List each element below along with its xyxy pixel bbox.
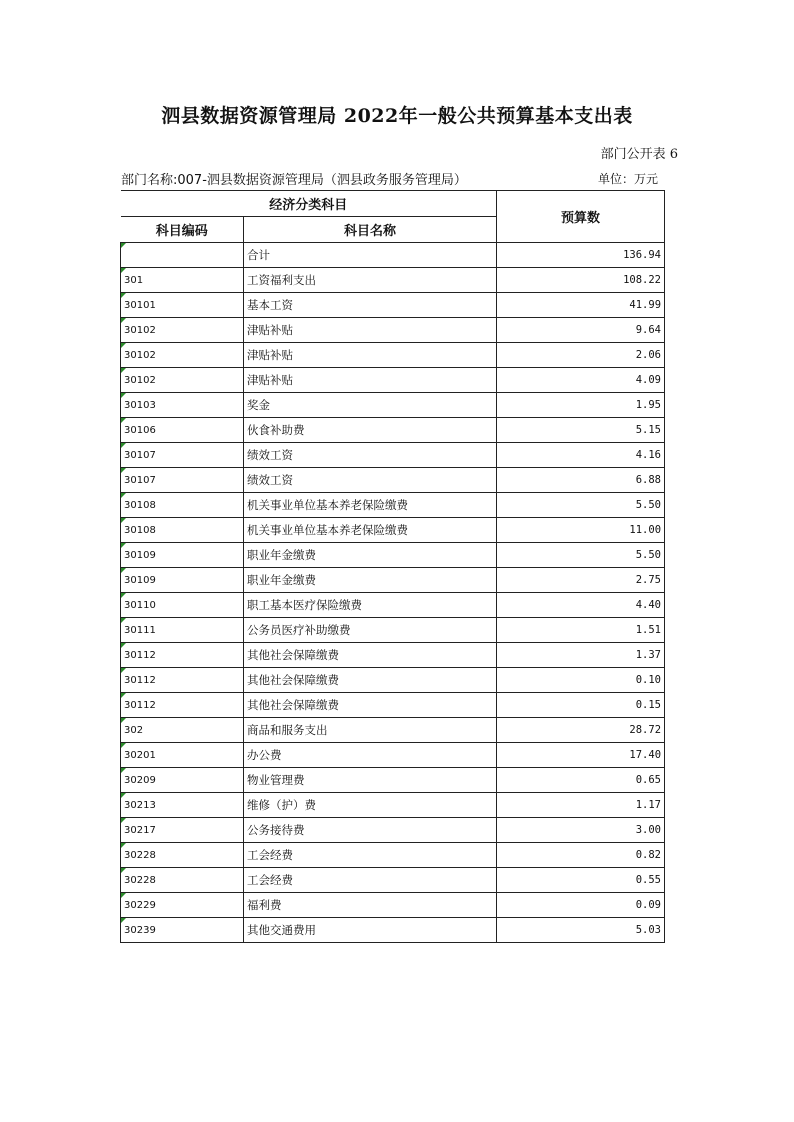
subject-code-cell: 30107 [121, 443, 244, 468]
subject-name-cell: 办公费 [244, 743, 497, 768]
subject-code-cell: 301 [121, 268, 244, 293]
budget-amount-cell: 0.09 [497, 893, 665, 918]
header-economic-category: 经济分类科目 [121, 191, 497, 217]
subject-name-cell: 津贴补贴 [244, 318, 497, 343]
subject-name-cell: 公务接待费 [244, 818, 497, 843]
subject-code-cell: 30112 [121, 643, 244, 668]
subject-code-cell: 30101 [121, 293, 244, 318]
subject-code-cell: 30109 [121, 568, 244, 593]
subject-code-cell: 30213 [121, 793, 244, 818]
subject-name-cell: 其他社会保障缴费 [244, 643, 497, 668]
subject-code-cell: 30239 [121, 918, 244, 943]
subject-code-cell: 30108 [121, 493, 244, 518]
table-row [121, 543, 665, 568]
table-row [121, 693, 665, 718]
subject-code-cell: 30102 [121, 318, 244, 343]
budget-amount-cell: 1.95 [497, 393, 665, 418]
budget-amount-cell: 41.99 [497, 293, 665, 318]
table-row [121, 493, 665, 518]
table-number: 部门公开表 6 [600, 147, 678, 162]
subject-code-cell: 30106 [121, 418, 244, 443]
subject-name-cell: 绩效工资 [244, 443, 497, 468]
budget-amount-cell: 1.17 [497, 793, 665, 818]
subject-code-cell: 30111 [121, 618, 244, 643]
budget-amount-cell: 1.37 [497, 643, 665, 668]
subject-code-cell: 30109 [121, 543, 244, 568]
subject-code-cell: 30110 [121, 593, 244, 618]
budget-amount-cell: 2.75 [497, 568, 665, 593]
subject-code-cell: 30112 [121, 693, 244, 718]
subject-name-cell: 职业年金缴费 [244, 543, 497, 568]
subject-name-cell: 维修（护）费 [244, 793, 497, 818]
subject-name-cell: 职业年金缴费 [244, 568, 497, 593]
budget-amount-cell: 1.51 [497, 618, 665, 643]
subject-name-cell: 物业管理费 [244, 768, 497, 793]
budget-amount-cell: 4.16 [497, 443, 665, 468]
department-name: 部门名称:007-泗县数据资源管理局（泗县政务服务管理局） [121, 173, 467, 188]
header-row [121, 191, 665, 217]
subject-name-cell: 商品和服务支出 [244, 718, 497, 743]
subject-name-cell: 伙食补助费 [244, 418, 497, 443]
unit-label: 单位：万元 [598, 172, 659, 186]
subject-name-cell: 机关事业单位基本养老保险缴费 [244, 493, 497, 518]
table-row [121, 668, 665, 693]
budget-amount-cell: 4.09 [497, 368, 665, 393]
subject-code-cell: 30228 [121, 843, 244, 868]
table-row [121, 768, 665, 793]
budget-amount-cell: 0.15 [497, 693, 665, 718]
subject-code-cell: 30102 [121, 343, 244, 368]
table-row [121, 793, 665, 818]
budget-amount-cell: 11.00 [497, 518, 665, 543]
budget-amount-cell: 108.22 [497, 268, 665, 293]
subject-name-cell: 工会经费 [244, 868, 497, 893]
budget-amount-cell: 4.40 [497, 593, 665, 618]
table-row [121, 643, 665, 668]
table-row [121, 593, 665, 618]
subject-name-cell: 合计 [244, 243, 497, 268]
subject-code-cell: 30112 [121, 668, 244, 693]
budget-table [120, 190, 665, 943]
header-subject-code: 科目编码 [121, 217, 244, 243]
budget-amount-cell: 0.65 [497, 768, 665, 793]
subject-name-cell: 津贴补贴 [244, 343, 497, 368]
table-row [121, 268, 665, 293]
subject-name-cell: 其他社会保障缴费 [244, 668, 497, 693]
subject-name-cell: 工会经费 [244, 843, 497, 868]
table-row [121, 293, 665, 318]
subject-name-cell: 其他交通费用 [244, 918, 497, 943]
subject-name-cell: 福利费 [244, 893, 497, 918]
subject-code-cell: 30217 [121, 818, 244, 843]
budget-amount-cell: 5.50 [497, 543, 665, 568]
subject-name-cell: 绩效工资 [244, 468, 497, 493]
table-row [121, 318, 665, 343]
budget-amount-cell: 136.94 [497, 243, 665, 268]
subject-code-cell: 30201 [121, 743, 244, 768]
table-row [121, 393, 665, 418]
subject-code-cell: 30107 [121, 468, 244, 493]
budget-amount-cell: 5.03 [497, 918, 665, 943]
table-row [121, 343, 665, 368]
table-row [121, 243, 665, 268]
table-row [121, 918, 665, 943]
table-row [121, 818, 665, 843]
budget-amount-cell: 2.06 [497, 343, 665, 368]
table-row [121, 518, 665, 543]
table-row [121, 868, 665, 893]
subject-code-cell: 30103 [121, 393, 244, 418]
table-row [121, 443, 665, 468]
subject-code-cell: 30209 [121, 768, 244, 793]
table-row [121, 843, 665, 868]
header-subject-name: 科目名称 [244, 217, 497, 243]
subject-name-cell: 基本工资 [244, 293, 497, 318]
subject-code-cell: 30228 [121, 868, 244, 893]
subject-code-cell: 30229 [121, 893, 244, 918]
subject-code-cell: 302 [121, 718, 244, 743]
budget-amount-cell: 17.40 [497, 743, 665, 768]
subject-name-cell: 职工基本医疗保险缴费 [244, 593, 497, 618]
budget-amount-cell: 0.82 [497, 843, 665, 868]
budget-amount-cell: 6.88 [497, 468, 665, 493]
table-row [121, 368, 665, 393]
table-row [121, 718, 665, 743]
page-title: 泗县数据资源管理局 2022年一般公共预算基本支出表 [161, 105, 633, 127]
table-row [121, 618, 665, 643]
subject-name-cell: 公务员医疗补助缴费 [244, 618, 497, 643]
subject-name-cell: 其他社会保障缴费 [244, 693, 497, 718]
budget-amount-cell: 9.64 [497, 318, 665, 343]
subject-code-cell: 30108 [121, 518, 244, 543]
budget-amount-cell: 0.55 [497, 868, 665, 893]
subject-name-cell: 津贴补贴 [244, 368, 497, 393]
subject-code-cell: 30102 [121, 368, 244, 393]
budget-amount-cell: 3.00 [497, 818, 665, 843]
table-row [121, 418, 665, 443]
subject-code-cell [121, 243, 244, 268]
table-row [121, 893, 665, 918]
table-row [121, 468, 665, 493]
budget-amount-cell: 0.10 [497, 668, 665, 693]
table-row [121, 743, 665, 768]
table-row [121, 568, 665, 593]
header-budget-amount: 预算数 [497, 191, 665, 243]
subject-name-cell: 工资福利支出 [244, 268, 497, 293]
table-body [121, 243, 665, 943]
subject-name-cell: 奖金 [244, 393, 497, 418]
budget-amount-cell: 5.50 [497, 493, 665, 518]
subject-name-cell: 机关事业单位基本养老保险缴费 [244, 518, 497, 543]
budget-amount-cell: 28.72 [497, 718, 665, 743]
budget-amount-cell: 5.15 [497, 418, 665, 443]
